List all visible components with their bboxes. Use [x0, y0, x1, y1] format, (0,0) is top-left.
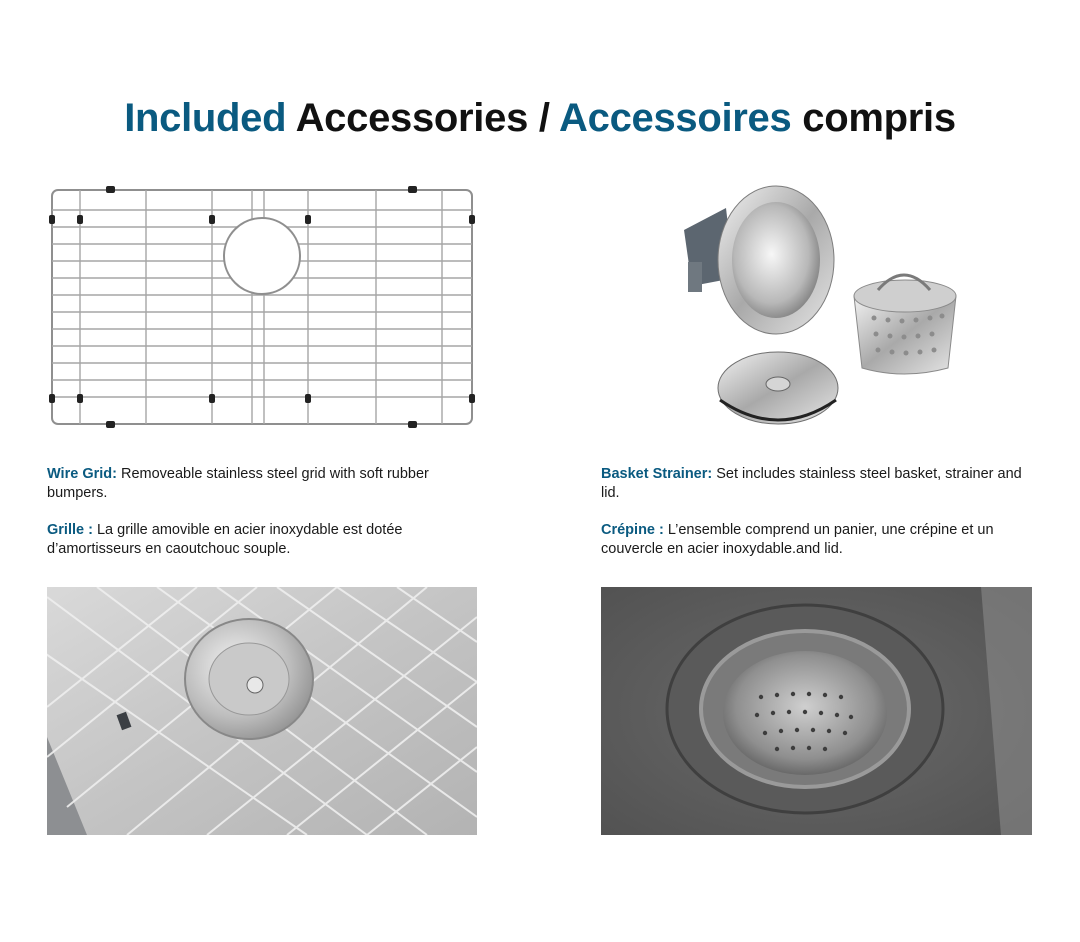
- page-title: [0, 96, 1080, 141]
- basket-strainer-description-fr: [601, 521, 1041, 559]
- title-separator: /: [538, 96, 550, 140]
- basket-strainer-label-en: Basket Strainer:: [601, 466, 713, 482]
- title-accessories: Accessories: [295, 96, 529, 140]
- title-included: Included: [124, 96, 287, 140]
- wire-grid-label-en: Wire Grid:: [47, 466, 117, 482]
- basket-strainer-text-en: Set includes stainless steel basket, strainer and lid.: [601, 466, 1022, 501]
- basket-strainer-description-en: [601, 465, 1041, 503]
- wire-grid-description-en: [47, 465, 487, 503]
- basket-strainer-image: [664, 178, 974, 434]
- wire-grid-in-sink-photo: [47, 587, 477, 835]
- basket-strainer-text-fr: L’ensemble comprend un panier, une crépine et un couvercle en acier inoxydable.and lid.: [601, 522, 994, 557]
- title-compris: compris: [802, 96, 956, 140]
- basket-strainer-in-sink-photo: [601, 587, 1032, 835]
- wire-grid-text-en: Removeable stainless steel grid with soft rubber bumpers.: [47, 466, 429, 501]
- wire-grid-image: [46, 182, 478, 432]
- basket-strainer-label-fr: Crépine :: [601, 522, 664, 538]
- wire-grid-text-fr: La grille amovible en acier inoxydable est dotée d’amortisseurs en caoutchouc souple.: [47, 522, 403, 557]
- wire-grid-description-fr: [47, 521, 487, 559]
- title-accessoires: Accessoires: [559, 96, 792, 140]
- wire-grid-label-fr: Grille :: [47, 522, 93, 538]
